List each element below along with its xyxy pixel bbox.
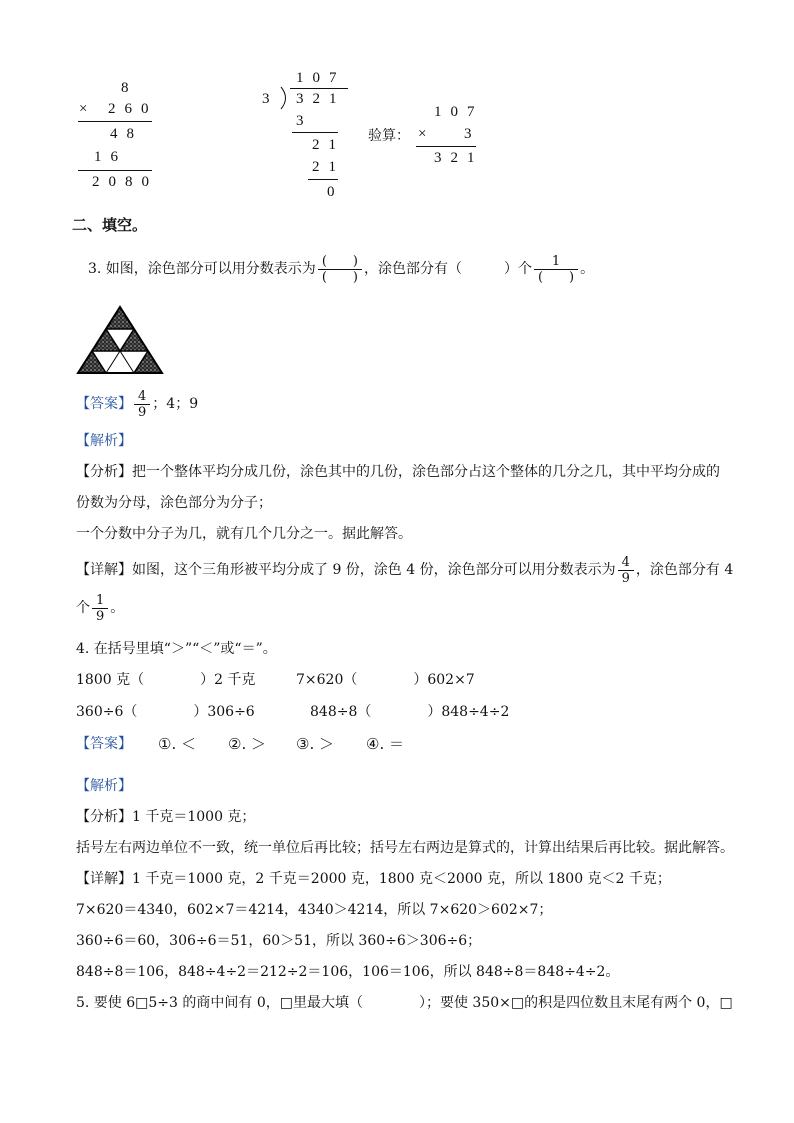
div-divisor: 3 (262, 91, 279, 107)
triangle-figure (74, 305, 166, 375)
q4-detail-line-1: 【详解】1 千克＝1000 克，2 千克＝2000 克，1800 克＜2000 克，所以 1800 克＜2 千克； (76, 871, 671, 887)
div-line-2 (308, 179, 338, 180)
section-heading: 二、填空。 (72, 216, 148, 234)
q3-detail-fraction-2: $\frac{1}{9}$ (92, 593, 108, 624)
div-bracket (278, 86, 292, 110)
q3-blank-fraction: $\frac{( )}{( )}$ (318, 254, 362, 285)
q4-analysis-line-1: 【分析】1 千克＝1000 克； (76, 809, 256, 825)
check-label: 验算： (368, 128, 410, 144)
q3-detail-fraction-1: $\frac{4}{9}$ (618, 555, 634, 586)
mult-result: 2080 (92, 174, 158, 190)
mult-op: × (79, 101, 97, 117)
q3-detail-line-1: 【详解】如图，这个三角形被平均分成了 9 份，涂色 4 份，涂色部分可以用分数表示为 $\frac{4}{9}$ ，涂色部分有 4 (76, 554, 734, 586)
q3-detail-line-2: 个 $\frac{1}{9}$ 。 (76, 592, 125, 624)
q4-answer-3: ③. ＞ (296, 735, 334, 753)
div-top-line (290, 88, 348, 89)
mult-line-2 (78, 170, 152, 171)
q3-analysis-line-1: 【分析】把一个整体平均分成几份，涂色其中的几份，涂色部分占这个整体的几分之几，其中平均分成的 (76, 464, 720, 480)
q3-unit-fraction: $\frac{1}{( )}$ (534, 254, 578, 285)
div-step-3: 21 (312, 159, 345, 175)
div-step-1: 3 (296, 113, 313, 129)
q3-answer-rest: ；4；9 (152, 396, 199, 412)
q4-row2-right: 848÷8（ ）848÷4÷2 (310, 704, 510, 720)
q4-title: 4. 在括号里填“＞”“＜”或“＝”。 (76, 641, 277, 657)
q4-detail-line-3: 360÷6＝60，306÷6＝51，60＞51，所以 360÷6＞306÷6； (76, 933, 482, 949)
q4-analysis-label: 【解析】 (76, 778, 132, 794)
q4-answer-label: 【答案】 (76, 736, 132, 752)
check-top: 107 (434, 104, 484, 120)
mult-top: 8 (121, 80, 138, 96)
q4-answer-1: ①. ＜ (158, 735, 196, 753)
question-3 (88, 252, 594, 286)
question-5: 5. 要使 6□5÷3 的商中间有 0，□里最大填（ ）；要使 350×□的积是四位数且末尾有两个 0，□ (76, 995, 733, 1011)
q4-answer-2: ②. ＞ (228, 735, 266, 753)
q3-analysis-line-2: 份数为分母，涂色部分为分子； (76, 495, 272, 511)
q4-row1-right: 7×620（ ）602×7 (296, 672, 475, 688)
q3-text-2: ，涂色部分有（ ）个 (363, 261, 532, 277)
check-second: 3 (464, 126, 481, 142)
q3-text-1: 3. 如图，涂色部分可以用分数表示为 (88, 261, 316, 277)
q3-answer-label: 【答案】 (76, 396, 132, 412)
check-op: × (418, 126, 436, 142)
div-remainder: 0 (327, 184, 344, 200)
div-line-1 (292, 132, 338, 133)
mult-partial-1: 48 (110, 126, 143, 142)
div-dividend: 321 (296, 91, 346, 107)
q4-row2-left: 360÷6（ ）306÷6 (76, 704, 255, 720)
mult-second: 260 (108, 101, 158, 117)
q4-analysis-line-2: 括号左右两边单位不一致，统一单位后再比较；括号左右两边是算式的，计算出结果后再比较。据此解答。 (76, 840, 734, 856)
q3-answer (76, 386, 198, 422)
check-line (416, 146, 476, 147)
q4-answer-4: ④. ＝ (366, 735, 404, 753)
div-quotient: 107 (296, 70, 346, 86)
q3-analysis-line-3: 一个分数中分子为几，就有几个几分之一。据此解答。 (76, 526, 412, 542)
q3-analysis-label: 【解析】 (76, 433, 132, 449)
q4-detail-line-4: 848÷8＝106，848÷4÷2＝212÷2＝106，106＝106，所以 848÷8＝848÷4÷2。 (76, 964, 620, 980)
div-step-2: 21 (312, 137, 345, 153)
q3-answer-fraction: $\frac{4}{9}$ (134, 389, 150, 420)
mult-line (78, 121, 152, 122)
check-result: 321 (434, 150, 484, 166)
q4-row1-left: 1800 克（ ）2 千克 (76, 672, 256, 688)
q3-text-3: 。 (580, 261, 595, 277)
q4-detail-line-2: 7×620＝4340，602×7＝4214，4340＞4214，所以 7×620＞602×7； (76, 902, 553, 918)
mult-partial-2: 16 (94, 149, 127, 165)
